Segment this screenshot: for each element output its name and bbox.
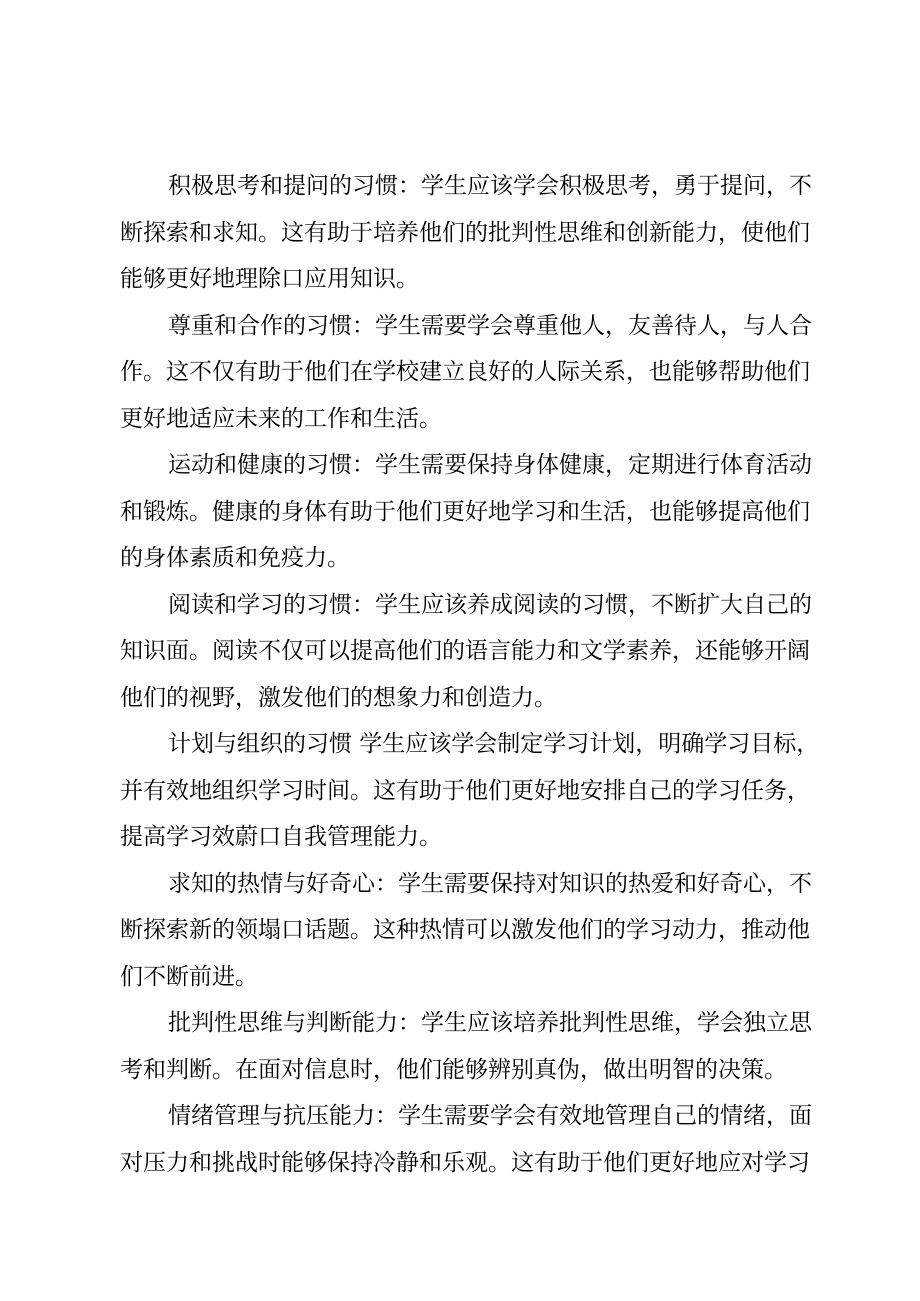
paragraph-reading-habit <box>120 582 820 722</box>
paragraph-line: 能够更好地理除口应用知识。 <box>120 266 419 292</box>
paragraph-line: 尊重和合作的习惯：学生需要学会尊重他人，友善待人，与人合 <box>168 312 812 339</box>
paragraph-line: 更好地适应未来的工作和生活。 <box>120 405 442 432</box>
paragraph-line: 情绪管理与抗压能力：学生需要学会有效地管理自己的情绪，面 <box>168 1103 812 1129</box>
paragraph-health-habit <box>120 442 820 582</box>
paragraph-planning-habit <box>120 721 820 861</box>
paragraph-line: 的身体素质和免疫力。 <box>120 545 350 571</box>
paragraph-line: 断探索和求知。这有助于培养他们的批判性思维和创新能力，使他们 <box>120 219 810 246</box>
paragraph-line: 他们的视野，激发他们的想象力和创造力。 <box>120 684 557 711</box>
paragraph-thinking-habit <box>120 163 820 303</box>
paragraph-line: 们不断前进。 <box>120 963 258 990</box>
paragraph-line: 运动和健康的习惯：学生需要保持身体健康，定期进行体育活动 <box>168 452 812 478</box>
paragraph-line: 提高学习效蔚口自我管理能力。 <box>120 824 442 850</box>
paragraph-line: 计划与组织的习惯 学生应该学会制定学习计划，明确学习目标， <box>168 731 820 757</box>
paragraph-emotion-management <box>120 1093 820 1186</box>
paragraph-respect-habit <box>120 303 820 443</box>
paragraph-line: 断探索新的领塌口话题。这种热情可以激发他们的学习动力，推动他 <box>120 917 810 943</box>
paragraph-line: 知识面。阅读不仅可以提高他们的语言能力和文学素养，还能够开阔 <box>120 638 810 664</box>
paragraph-line: 和锻炼。健康的身体有助于他们更好地学习和生活，也能够提高他们 <box>120 498 810 525</box>
paragraph-line: 求知的热情与好奇心：学生需要保持对知识的热爱和好奇心，不 <box>168 870 812 897</box>
paragraph-curiosity <box>120 861 820 1001</box>
paragraph-line: 对压力和挑战时能够保持冷静和乐观。这有助于他们更好地应对学习 <box>120 1149 810 1176</box>
paragraph-line: 考和判断。在面对信息时，他们能够辨别真伪，做出明智的决策。 <box>120 1056 787 1083</box>
paragraph-line: 阅读和学习的习惯：学生应该养成阅读的习惯，不断扩大自己的 <box>168 591 812 618</box>
paragraph-line: 积极思考和提问的习惯：学生应该学会积极思考，勇于提问，不 <box>168 173 812 199</box>
paragraph-critical-thinking <box>120 1000 820 1093</box>
body-text <box>120 163 820 1186</box>
paragraph-line: 作。这不仅有助于他们在学校建立良好的人际关系，也能够帮助他们 <box>120 359 810 385</box>
paragraph-line: 并有效地组织学习时间。这有助于他们更好地安排自己的学习任务， <box>120 777 810 804</box>
paragraph-line: 批判性思维与判断能力：学生应该培养批判性思维，学会独立思 <box>168 1010 812 1036</box>
